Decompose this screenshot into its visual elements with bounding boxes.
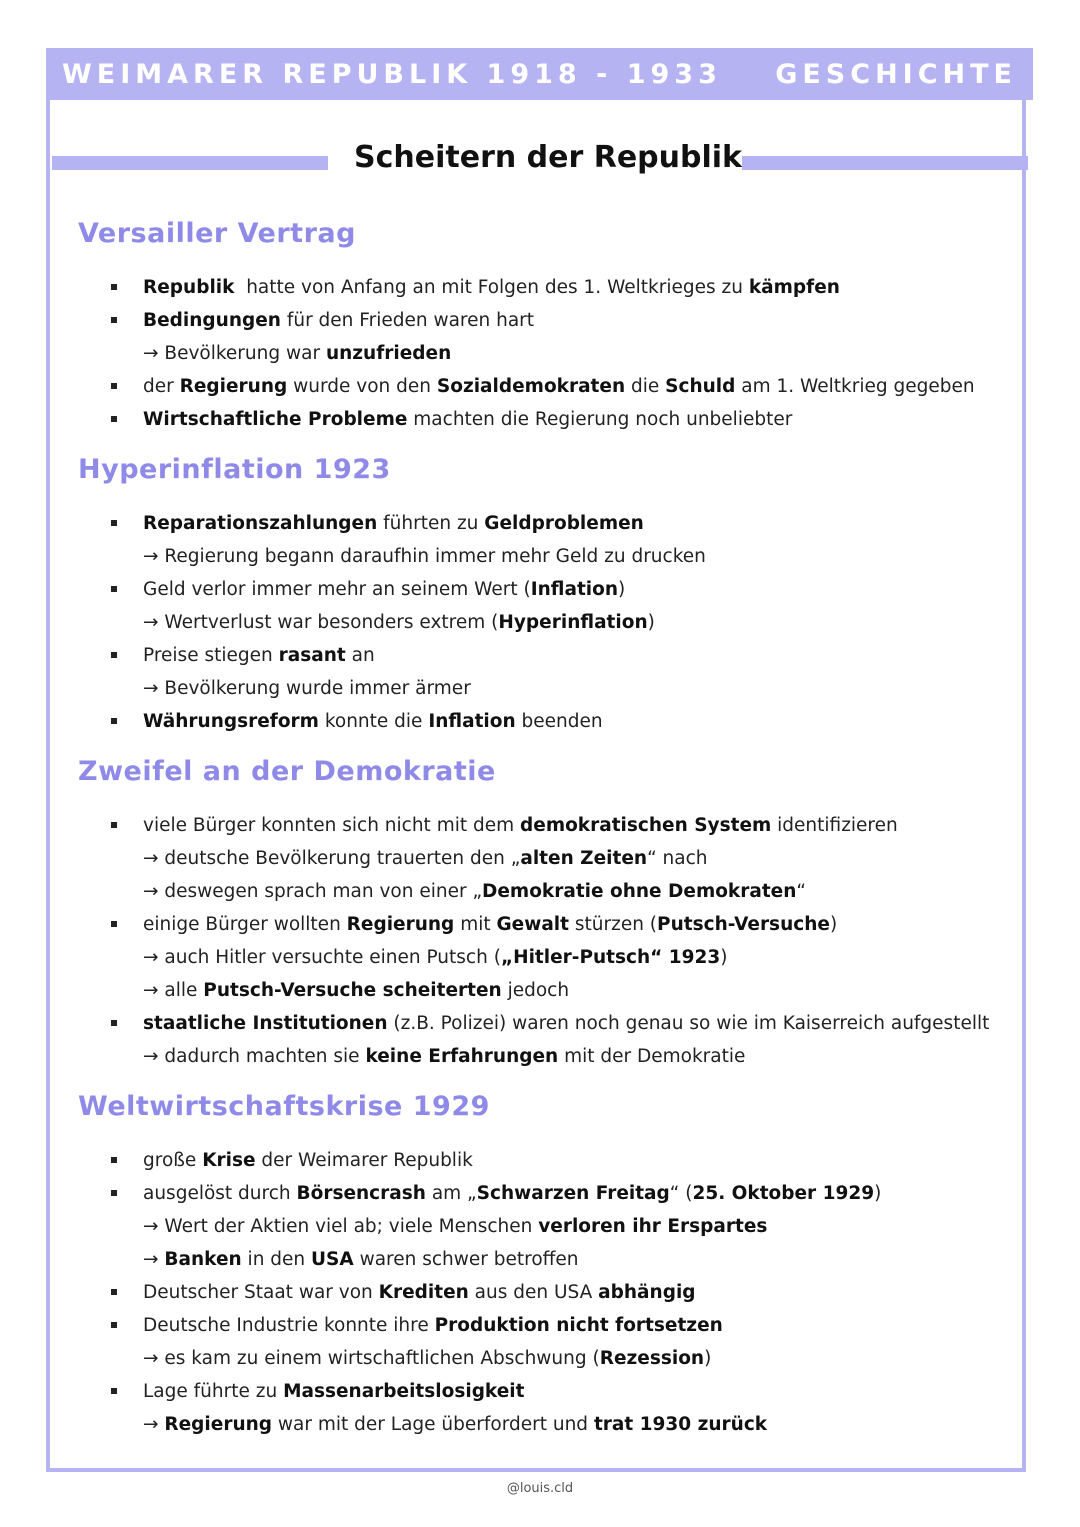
sub-item — [78, 606, 998, 639]
text: → — [143, 1249, 165, 1270]
bullet-item — [78, 639, 998, 672]
bullet-list — [78, 271, 998, 436]
section — [78, 756, 998, 1073]
bold-text: Geldproblemen — [484, 513, 644, 534]
text: konnte die — [318, 711, 429, 732]
section-title: Hyperinflation 1923 — [78, 454, 391, 485]
bold-text: Republik — [143, 277, 235, 298]
section-title: Versailler Vertrag — [78, 218, 356, 249]
bold-text: Demokratie ohne Demokraten — [482, 881, 797, 902]
title-row — [50, 136, 1030, 186]
text: einige Bürger wollten — [143, 914, 347, 935]
footer-credit: @louis.cld — [506, 1481, 574, 1496]
text: Deutsche Industrie konnte ihre — [143, 1315, 435, 1336]
content — [78, 218, 998, 1459]
text: machten die Regierung noch unbeliebter — [407, 409, 793, 430]
text: → Regierung begann daraufhin immer mehr Geld zu drucken — [143, 546, 706, 567]
text: stürzen ( — [569, 914, 658, 935]
bullet-list — [78, 1144, 998, 1441]
header-subject: GESCHICHTE — [775, 58, 1017, 90]
bold-text: 25. Oktober 1929 — [692, 1183, 875, 1204]
sub-item — [78, 1243, 998, 1276]
sub-item — [78, 1040, 998, 1073]
bold-text: Schuld — [665, 376, 736, 397]
bold-text: Rezession — [599, 1348, 705, 1369]
page-title: Scheitern der Republik — [354, 140, 742, 175]
text: “ — [796, 881, 806, 902]
bullet-item — [78, 1276, 998, 1309]
section — [78, 218, 998, 436]
text: der Weimarer Republik — [255, 1150, 473, 1171]
text: große — [143, 1150, 203, 1171]
sub-item — [78, 540, 998, 573]
bold-text: verloren ihr Erspartes — [538, 1216, 768, 1237]
text: → — [143, 1414, 165, 1435]
bold-text: Krediten — [378, 1282, 469, 1303]
bold-text: Sozialdemokraten — [436, 376, 626, 397]
section — [78, 1091, 998, 1441]
sub-item — [78, 974, 998, 1007]
bold-text: demokratischen System — [520, 815, 772, 836]
bold-text: Produktion nicht fortsetzen — [434, 1315, 723, 1336]
bullet-item — [78, 1309, 998, 1342]
bold-text: Inflation — [530, 579, 619, 600]
text: (z.B. Polizei) waren noch genau so wie im Kaiserreich aufgestellt — [387, 1013, 990, 1034]
title-decor-line-left — [52, 156, 328, 170]
text: Deutscher Staat war von — [143, 1282, 379, 1303]
text: an — [345, 645, 375, 666]
bold-text: staatliche Institutionen — [143, 1013, 388, 1034]
sub-item — [78, 875, 998, 908]
text: ) — [618, 579, 626, 600]
text: jedoch — [501, 980, 570, 1001]
bold-text: Putsch-Versuche scheiterten — [203, 980, 502, 1001]
bold-text: abhängig — [598, 1282, 696, 1303]
sub-item — [78, 941, 998, 974]
bold-text: Reparationszahlungen — [143, 513, 378, 534]
bold-text: alten Zeiten — [520, 848, 648, 869]
text: identifizieren — [771, 815, 898, 836]
bold-text: Schwarzen Freitag — [476, 1183, 670, 1204]
bold-text: Regierung — [179, 376, 288, 397]
text: ) — [704, 1348, 712, 1369]
sub-item — [78, 672, 998, 705]
text: → auch Hitler versuchte einen Putsch ( — [143, 947, 501, 968]
text: die — [625, 376, 666, 397]
sub-item — [78, 1210, 998, 1243]
bullet-item — [78, 1375, 998, 1408]
text: wurde von den — [287, 376, 437, 397]
section-title: Zweifel an der Demokratie — [78, 756, 496, 787]
text: aus den USA — [468, 1282, 599, 1303]
header-left-title: WEIMARER REPUBLIK 1918 - 1933 — [62, 58, 722, 90]
bullet-item — [78, 908, 998, 941]
text: Preise stiegen — [143, 645, 279, 666]
bullet-list — [78, 507, 998, 738]
bullet-list — [78, 809, 998, 1073]
bold-text: kämpfen — [748, 277, 840, 298]
text: viele Bürger konnten sich nicht mit dem — [143, 815, 521, 836]
text: für den Frieden waren hart — [280, 310, 535, 331]
bold-text: keine Erfahrungen — [365, 1046, 559, 1067]
text: beenden — [515, 711, 603, 732]
text: führten zu — [377, 513, 485, 534]
section — [78, 454, 998, 738]
bold-text: Hyperinflation — [498, 612, 648, 633]
bold-text: „Hitler-Putsch“ 1923 — [500, 947, 721, 968]
bold-text: Banken — [164, 1249, 242, 1270]
text: → deswegen sprach man von einer „ — [143, 881, 483, 902]
text: in den — [241, 1249, 312, 1270]
text: → Bevölkerung wurde immer ärmer — [143, 678, 471, 699]
bold-text: Krise — [202, 1150, 256, 1171]
text: der — [143, 376, 180, 397]
text: ) — [647, 612, 655, 633]
text: ) — [829, 914, 838, 935]
text: → alle — [143, 980, 204, 1001]
bold-text: unzufrieden — [325, 343, 452, 364]
bullet-item — [78, 1007, 998, 1040]
bold-text: Putsch-Versuche — [657, 914, 830, 935]
bold-text: Währungsreform — [143, 711, 319, 732]
text: hatte von Anfang an mit Folgen des 1. Weltkrieges zu — [234, 277, 749, 298]
text: → es kam zu einem wirtschaftlichen Abschwung ( — [143, 1348, 600, 1369]
text: → dadurch machten sie — [143, 1046, 366, 1067]
bullet-item — [78, 1144, 998, 1177]
bullet-item — [78, 1177, 998, 1210]
title-decor-line-right — [742, 156, 1028, 170]
text: Lage führte zu — [143, 1381, 284, 1402]
text: → Wertverlust war besonders extrem ( — [143, 612, 499, 633]
sub-item — [78, 842, 998, 875]
bold-text: Börsencrash — [296, 1183, 426, 1204]
bullet-item — [78, 809, 998, 842]
section-title: Weltwirtschaftskrise 1929 — [78, 1091, 490, 1122]
text: mit — [454, 914, 497, 935]
text: mit der Demokratie — [558, 1046, 746, 1067]
sub-item — [78, 337, 998, 370]
bullet-item — [78, 271, 998, 304]
text: Geld verlor immer mehr an seinem Wert ( — [143, 579, 531, 600]
text: → Bevölkerung war — [143, 343, 326, 364]
sub-item — [78, 1342, 998, 1375]
text: am „ — [425, 1183, 477, 1204]
text: ausgelöst durch — [143, 1183, 297, 1204]
bullet-item — [78, 403, 998, 436]
bold-text: Bedingungen — [143, 310, 281, 331]
text: waren schwer betroffen — [353, 1249, 579, 1270]
bold-text: Regierung — [164, 1414, 273, 1435]
text: war mit der Lage überfordert und — [272, 1414, 594, 1435]
bold-text: Gewalt — [496, 914, 569, 935]
text: “ ( — [669, 1183, 693, 1204]
bold-text: Wirtschaftliche Probleme — [143, 409, 408, 430]
bullet-item — [78, 705, 998, 738]
bullet-item — [78, 370, 998, 403]
sub-item — [78, 1408, 998, 1441]
header-bar — [46, 48, 1033, 100]
bold-text: USA — [311, 1249, 354, 1270]
bold-text: Massenarbeitslosigkeit — [283, 1381, 525, 1402]
bold-text: rasant — [278, 645, 346, 666]
bold-text: Inflation — [428, 711, 516, 732]
bullet-item — [78, 507, 998, 540]
text: ) — [720, 947, 728, 968]
text: → deutsche Bevölkerung trauerten den „ — [143, 848, 521, 869]
bold-text: trat 1930 zurück — [593, 1414, 768, 1435]
bullet-item — [78, 573, 998, 606]
text: am 1. Weltkrieg gegeben — [735, 376, 975, 397]
text: “ nach — [647, 848, 708, 869]
bold-text: Regierung — [346, 914, 455, 935]
bullet-item — [78, 304, 998, 337]
text: ) — [874, 1183, 882, 1204]
text: → Wert der Aktien viel ab; viele Menschen — [143, 1216, 539, 1237]
